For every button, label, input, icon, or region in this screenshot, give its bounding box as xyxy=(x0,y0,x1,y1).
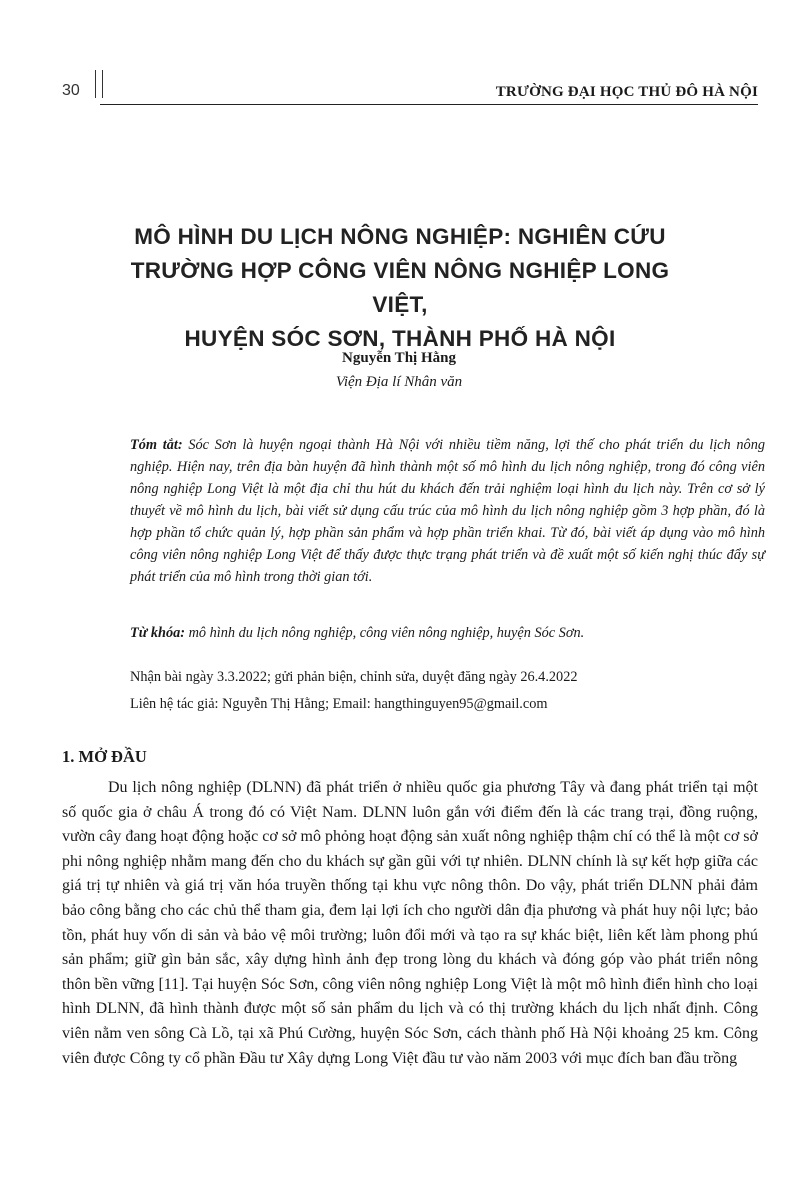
keywords xyxy=(130,622,765,644)
title-line-1: MÔ HÌNH DU LỊCH NÔNG NGHIỆP: NGHIÊN CỨU xyxy=(134,224,666,249)
keywords-text: mô hình du lịch nông nghiệp, công viên nông nghiệp, huyện Sóc Sơn. xyxy=(188,625,585,641)
abstract-text: Sóc Sơn là huyện ngoại thành Hà Nội với nhiều tiềm năng, lợi thế cho phát triển du lịch nông nghiệp. Hiện nay, trên địa bàn huyện đã hình thành một số mô hình du lịch nông nghiệp, trong đó công viên nông nghiệp Long Việt là một địa chỉ thu hút du khách đến trải nghiệm loại hình du lịch này. Trên cơ sở lý thuyết về mô hình du lịch, bài viết sử dụng cấu trúc của mô hình du lịch nông nghiệp gồm 3 hợp phần, đó là hợp phần tổ chức quản lý, hợp phần sản phẩm và hợp phần triển khai. Từ đó, bài viết áp dụng vào mô hình công viên nông nghiệp Long Việt để thấy được thực trạng phát triển và đề xuất một số kiến nghị thúc đẩy sự phát triển của mô hình trong thời gian tới. xyxy=(130,437,765,585)
received-dates: Nhận bài ngày 3.3.2022; gửi phản biện, chỉnh sửa, duyệt đăng ngày 26.4.2022 xyxy=(130,669,578,685)
abstract xyxy=(130,434,765,588)
section-heading: 1. MỞ ĐẦU xyxy=(62,747,147,766)
title-line-3: HUYỆN SÓC SƠN, THÀNH PHỐ HÀ NỘI xyxy=(184,326,616,351)
header-rule xyxy=(100,104,758,105)
keywords-label: Từ khóa: xyxy=(130,625,186,641)
page-header xyxy=(62,70,758,104)
body-paragraph: Du lịch nông nghiệp (DLNN) đã phát triển ở nhiều quốc gia phương Tây và đang phát triển tại một số quốc gia ở châu Á trong đó có Việt Nam. DLNN luôn gắn với điểm đến là các trang trại, đồng ruộng, vườn cây đang hoạt động hoặc cơ sở mô phỏng hoạt động sản xuất nông nghiệp thậm chí có thể là một cơ sở phi nông nghiệp nhằm mang đến cho du khách sự gần gũi với tự nhiên. DLNN chính là sự kết hợp giữa các giá trị tự nhiên và giá trị văn hóa truyền thống tại khu vực nông thôn. Do vậy, phát triển DLNN phải đảm bảo công bằng cho các chủ thể tham gia, đem lại lợi ích cho người dân địa phương và phát huy nội lực; bảo tồn, phát huy vốn di sản và bảo vệ môi trường; luôn đổi mới và tạo ra sự khác biệt, liên kết làm phong phú sản phẩm; giữ gìn bản sắc, xây dựng hình ảnh đẹp trong lòng du khách và đóng góp vào phát triển nông thôn bền vững [11]. Tại huyện Sóc Sơn, công viên nông nghiệp Long Việt là một mô hình điển hình cho loại hình DLNN, đã hình thành được một số sản phẩm du lịch và có thị trường khách du lịch nhất định. Công viên nằm ven sông Cà Lồ, tại xã Phú Cường, huyện Sóc Sơn, cách thành phố Hà Nội khoảng 25 km. Công viên được Công ty cổ phần Đầu tư Xây dựng Long Việt đầu tư vào năm 2003 với mục đích ban đầu trồng xyxy=(62,779,758,1067)
abstract-label: Tóm tắt: xyxy=(130,437,183,453)
running-head: TRƯỜNG ĐẠI HỌC THỦ ĐÔ HÀ NỘI xyxy=(495,84,758,100)
author-contact: Liên hệ tác giả: Nguyễn Thị Hằng; Email: hangthinguyen95@gmail.com xyxy=(130,696,548,712)
author-affiliation: Viện Địa lí Nhân văn xyxy=(335,374,463,390)
page-number: 30 xyxy=(62,82,80,99)
paper-title xyxy=(100,220,700,356)
author-name: Nguyễn Thị Hằng xyxy=(342,350,456,366)
title-line-2: TRƯỜNG HỢP CÔNG VIÊN NÔNG NGHIỆP LONG VIỆT, xyxy=(130,258,670,317)
header-double-bar xyxy=(95,70,103,98)
